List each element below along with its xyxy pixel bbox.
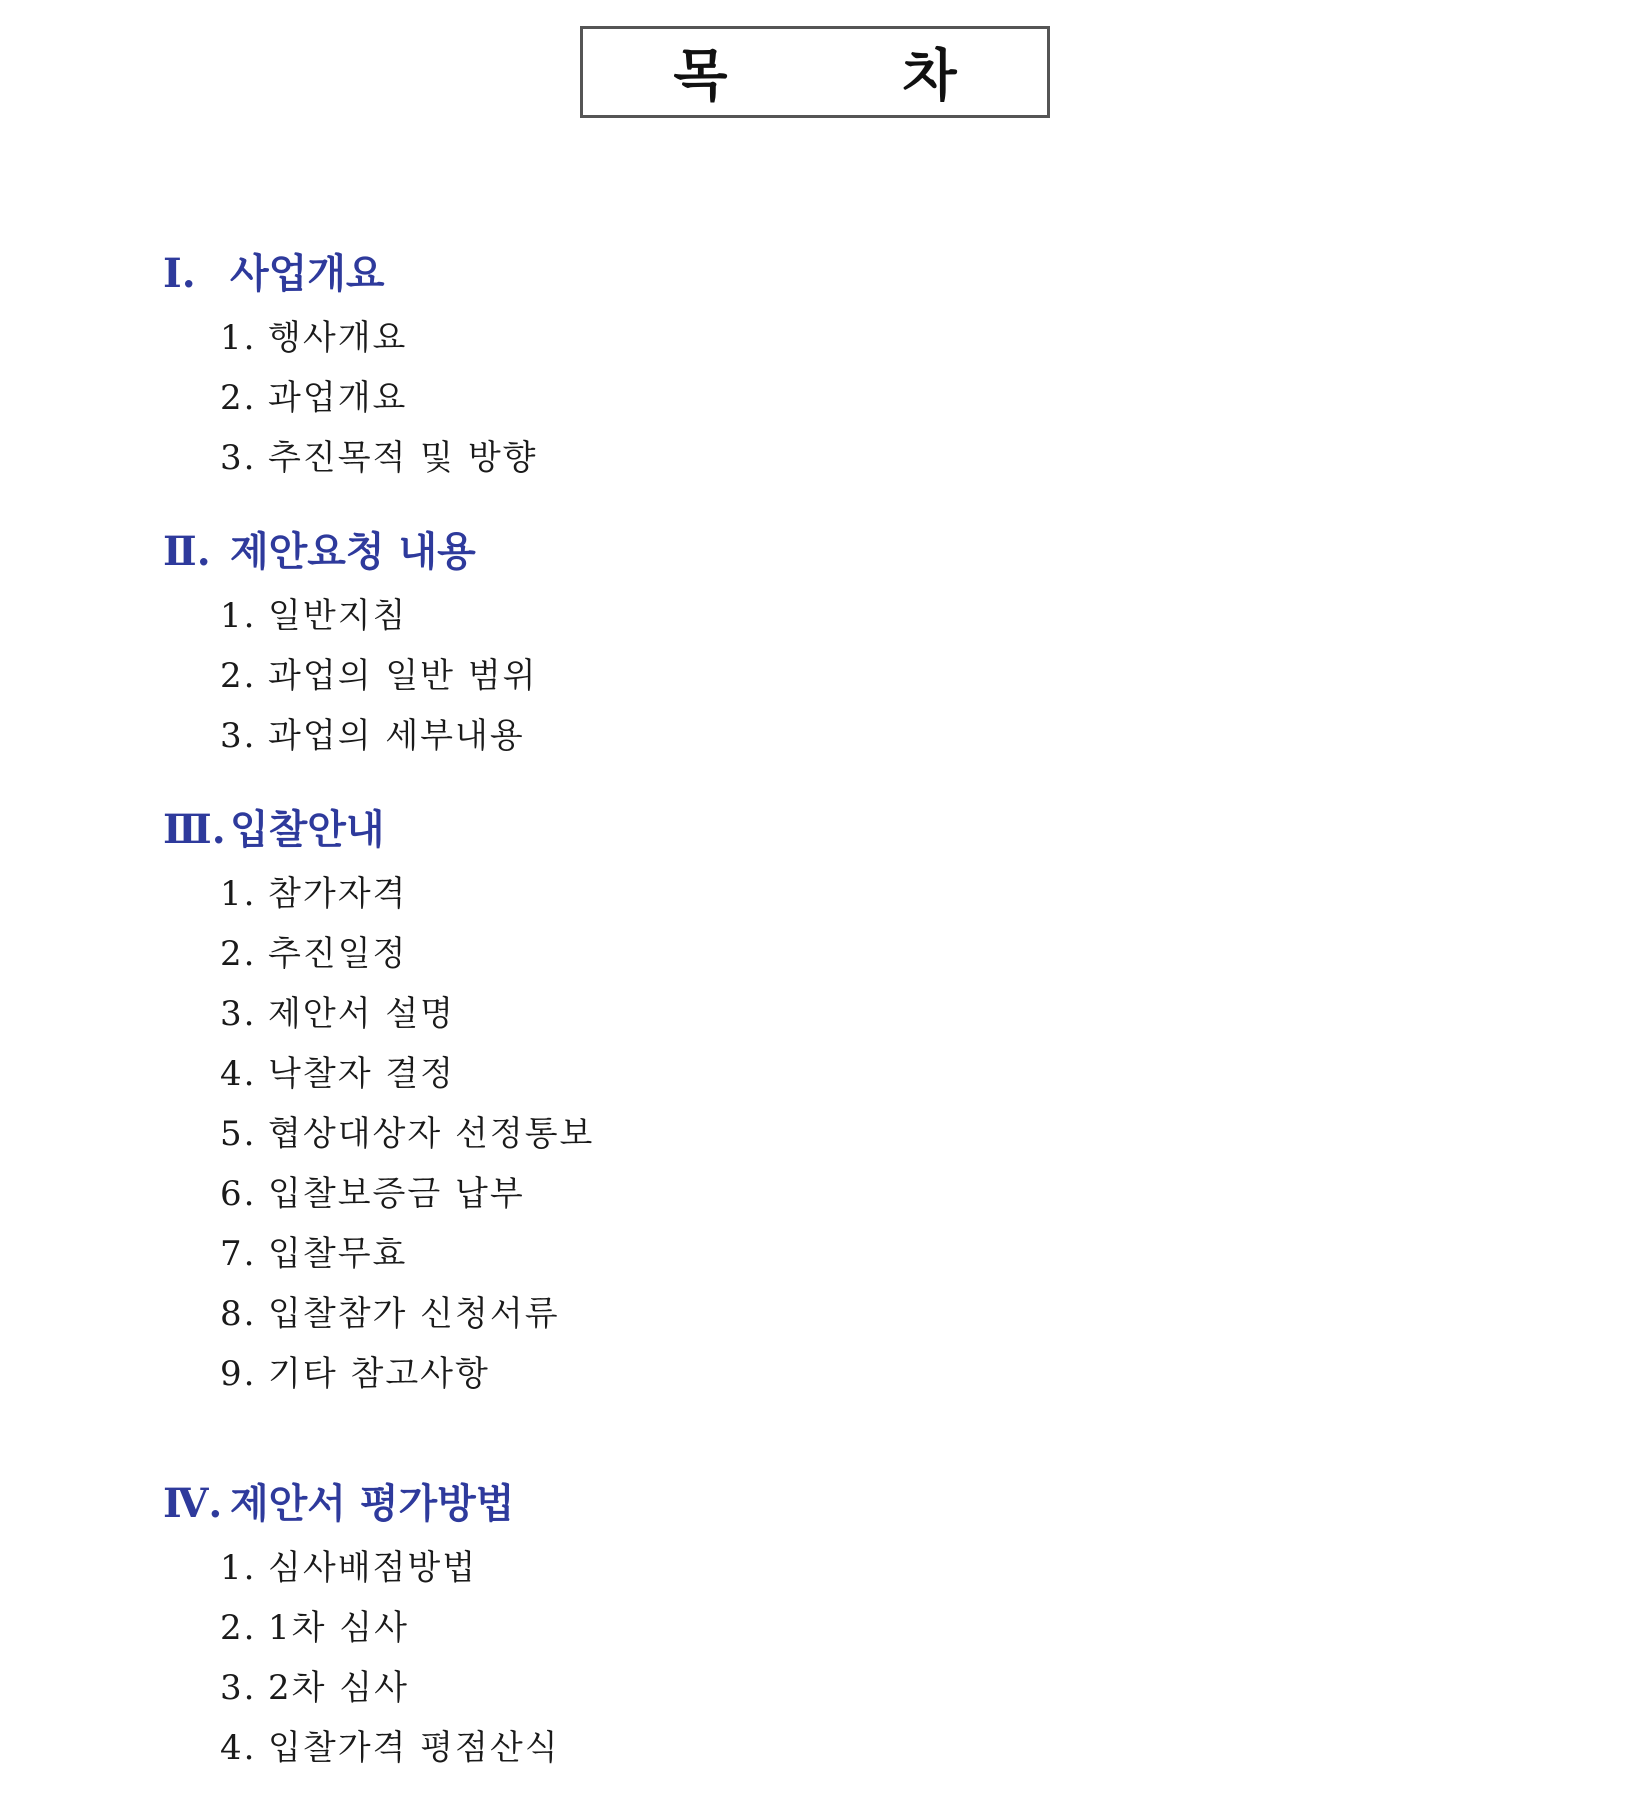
section-number: Ⅱ. [163, 528, 211, 575]
section-number: Ⅳ. [163, 1480, 223, 1527]
section-number: Ⅲ. [163, 806, 226, 853]
item-label: 행사개요 [268, 318, 408, 358]
toc-item[interactable] [220, 986, 455, 1035]
item-number: 1. [220, 596, 257, 636]
toc-item[interactable] [220, 1720, 560, 1769]
item-label: 과업개요 [268, 378, 408, 418]
item-number: 1. [220, 318, 257, 358]
item-number: 3. [220, 716, 257, 756]
toc-section-heading[interactable] [163, 242, 385, 299]
item-number: 7. [220, 1234, 257, 1274]
toc-item[interactable] [220, 370, 407, 419]
item-number: 3. [220, 994, 257, 1034]
item-label: 협상대상자 선정통보 [268, 1114, 595, 1154]
section-title: 제안요청 내용 [230, 528, 476, 575]
item-label: 낙찰자 결정 [268, 1054, 456, 1094]
toc-item[interactable] [220, 1600, 409, 1649]
item-number: 4. [220, 1728, 257, 1768]
section-number: Ⅰ. [163, 250, 196, 297]
toc-item[interactable] [220, 310, 407, 359]
toc-item[interactable] [220, 1660, 409, 1709]
toc-item[interactable] [220, 1540, 477, 1589]
item-label: 입찰가격 평점산식 [268, 1728, 560, 1768]
item-label: 1차 심사 [268, 1608, 409, 1648]
item-label: 참가자격 [268, 874, 408, 914]
toc-title-char-2: 차 [902, 44, 957, 109]
toc-section-heading[interactable] [163, 520, 476, 577]
toc-item[interactable] [220, 708, 525, 757]
section-title: 입찰안내 [230, 806, 385, 853]
item-number: 3. [220, 1668, 257, 1708]
toc-item[interactable] [220, 1346, 490, 1395]
item-number: 5. [220, 1114, 257, 1154]
item-label: 심사배점방법 [268, 1548, 478, 1588]
toc-title-box [580, 26, 1050, 118]
item-label: 과업의 세부내용 [268, 716, 525, 756]
item-label: 추진목적 및 방향 [268, 438, 538, 478]
toc-item[interactable] [220, 430, 538, 479]
toc-item[interactable] [220, 648, 538, 697]
toc-item[interactable] [220, 1286, 560, 1335]
item-label: 제안서 설명 [268, 994, 456, 1034]
toc-item[interactable] [220, 1166, 525, 1215]
item-number: 9. [220, 1354, 257, 1394]
toc-item[interactable] [220, 866, 407, 915]
toc-item[interactable] [220, 1106, 594, 1155]
toc-item[interactable] [220, 588, 407, 637]
item-number: 2. [220, 1608, 257, 1648]
item-number: 8. [220, 1294, 257, 1334]
toc-section-heading[interactable] [163, 1472, 514, 1529]
item-label: 일반지침 [268, 596, 408, 636]
item-number: 1. [220, 874, 257, 914]
item-label: 과업의 일반 범위 [268, 656, 538, 696]
item-label: 입찰무효 [268, 1234, 408, 1274]
section-title: 제안서 평가방법 [230, 1480, 515, 1527]
item-label: 입찰참가 신청서류 [268, 1294, 560, 1334]
item-number: 6. [220, 1174, 257, 1214]
toc-title-char-1: 목 [673, 44, 728, 109]
item-number: 2. [220, 378, 257, 418]
item-number: 4. [220, 1054, 257, 1094]
item-number: 1. [220, 1548, 257, 1588]
item-number: 2. [220, 934, 257, 974]
item-label: 기타 참고사항 [268, 1354, 490, 1394]
item-label: 입찰보증금 납부 [268, 1174, 525, 1214]
item-number: 2. [220, 656, 257, 696]
section-title: 사업개요 [230, 250, 385, 297]
toc-item[interactable] [220, 1226, 407, 1275]
item-label: 추진일정 [268, 934, 408, 974]
item-label: 2차 심사 [268, 1668, 409, 1708]
toc-item[interactable] [220, 926, 407, 975]
toc-item[interactable] [220, 1046, 455, 1095]
toc-section-heading[interactable] [163, 798, 385, 855]
item-number: 3. [220, 438, 257, 478]
